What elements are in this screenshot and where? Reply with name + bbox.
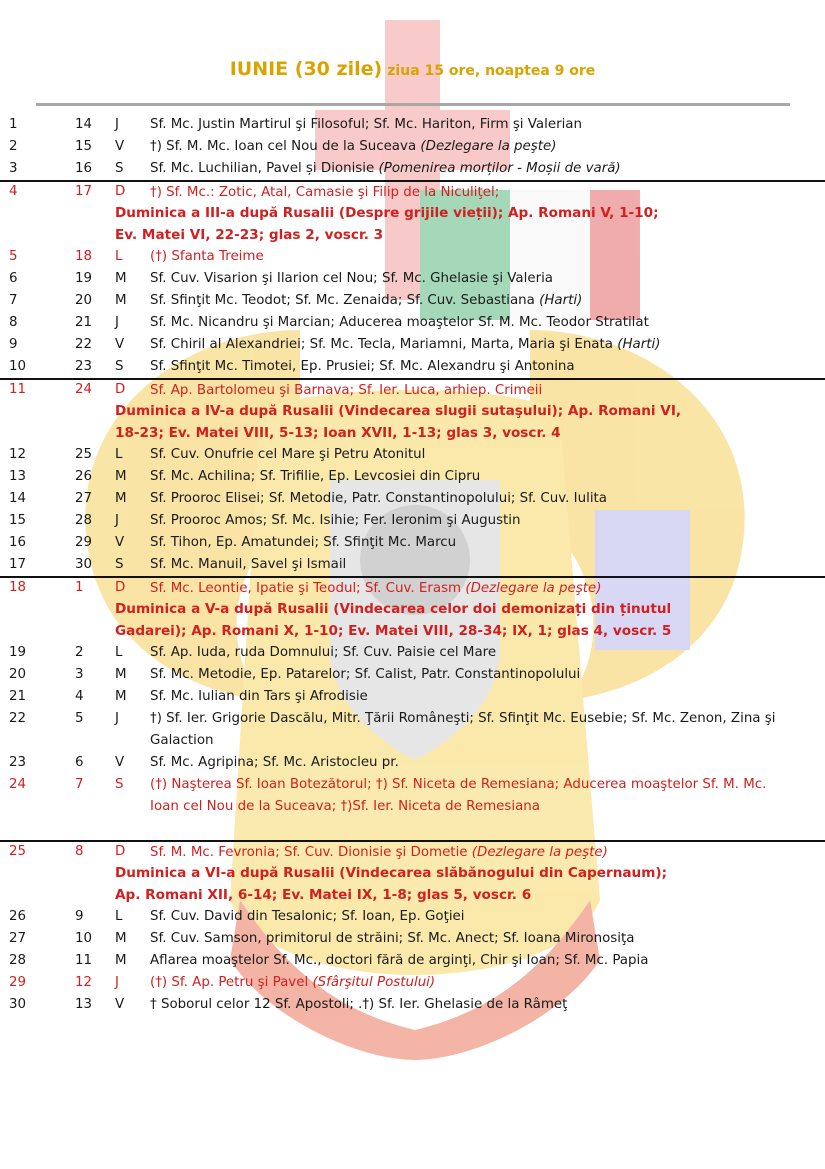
feast-text: Sf. Chiril al Alexandriei; Sf. Mc. Tecla, Mariamni, Marta, Maria şi Enata bbox=[150, 337, 618, 352]
day-number: 9 bbox=[9, 337, 18, 352]
day-number: 23 bbox=[9, 755, 27, 770]
day-row bbox=[0, 972, 825, 994]
day-number: 28 bbox=[9, 953, 27, 968]
feast-text: (†) Sfanta Treime bbox=[150, 249, 264, 264]
feast-description bbox=[150, 290, 790, 312]
day-number: 26 bbox=[9, 909, 27, 924]
old-style-date: 16 bbox=[75, 161, 93, 176]
day-number: 15 bbox=[9, 513, 27, 528]
weekday-letter: M bbox=[115, 931, 127, 946]
feast-text: Sf. Mc. Achilina; Sf. Trifilie, Ep. Levcosiei din Cipru bbox=[150, 469, 481, 484]
sunday-reading-line: Duminica a V-a după Rusalii (Vindecarea celor doi demonizați din ținutul bbox=[115, 601, 672, 617]
feast-text: †) Sf. M. Mc. Ioan cel Nou de la Suceava bbox=[150, 139, 421, 154]
feast-text: Sf. M. Mc. Fevronia; Sf. Cuv. Dionisie şi Dometie bbox=[150, 845, 472, 860]
sunday-reading-line: Duminica a IV-a după Rusalii (Vindecarea slugii sutaşului); Ap. Romani VI, bbox=[115, 403, 682, 419]
old-style-date: 5 bbox=[75, 711, 84, 726]
weekday-letter: M bbox=[115, 491, 127, 506]
feast-description bbox=[150, 356, 790, 378]
feast-description bbox=[150, 488, 790, 510]
feast-description bbox=[150, 158, 790, 180]
feast-description bbox=[150, 444, 790, 466]
feast-text: Sf. Cuv. Samson, primitorul de străini; Sf. Mc. Anect; Sf. Ioana Mironosiţa bbox=[150, 931, 635, 946]
old-style-date: 15 bbox=[75, 139, 93, 154]
day-number: 10 bbox=[9, 359, 27, 374]
sunday-reading-line: 18-23; Ev. Matei VIII, 5-13; Ioan XVII, 1-13; glas 3, voscr. 4 bbox=[115, 425, 561, 441]
old-style-date: 25 bbox=[75, 447, 93, 462]
day-number: 20 bbox=[9, 667, 27, 682]
old-style-date: 26 bbox=[75, 469, 93, 484]
feast-text: (†) Sf. Ap. Petru şi Pavel bbox=[150, 975, 313, 990]
day-row bbox=[0, 136, 825, 158]
feast-text: Sf. Prooroc Amos; Sf. Mc. Isihie; Fer. Ieronim şi Augustin bbox=[150, 513, 521, 528]
feast-text: Sf. Tihon, Ep. Amatundei; Sf. Sfinţit Mc. Marcu bbox=[150, 535, 457, 550]
day-row bbox=[0, 312, 825, 334]
weekday-letter: J bbox=[115, 117, 119, 132]
weekday-letter: M bbox=[115, 953, 127, 968]
day-row bbox=[0, 774, 825, 840]
day-number: 4 bbox=[9, 184, 18, 199]
feast-text: †) Sf. Mc.: Zotic, Atal, Camasie şi Filip de la Niculiţel; bbox=[150, 185, 500, 200]
feast-description bbox=[150, 994, 790, 1016]
old-style-date: 27 bbox=[75, 491, 93, 506]
day-row bbox=[0, 158, 825, 180]
weekday-letter: V bbox=[115, 535, 125, 550]
day-number: 21 bbox=[9, 689, 27, 704]
day-row bbox=[0, 444, 825, 466]
feast-text: Sf. Mc. Nicandru şi Marcian; Aducerea moaştelor Sf. M. Mc. Teodor Stratilat bbox=[150, 315, 649, 330]
old-style-date: 4 bbox=[75, 689, 84, 704]
feast-description bbox=[150, 664, 790, 686]
feast-text: Sf. Cuv. Onufrie cel Mare şi Petru Atonitul bbox=[150, 447, 426, 462]
feast-description bbox=[150, 928, 790, 950]
feast-note: (Pomenirea morților - Moșii de vară) bbox=[378, 161, 621, 176]
weekday-letter: D bbox=[115, 580, 126, 595]
weekday-letter: L bbox=[115, 447, 123, 462]
feast-text: Sf. Sfinţit Mc. Timotei, Ep. Prusiei; Sf. Mc. Alexandru şi Antonina bbox=[150, 359, 575, 374]
day-row bbox=[0, 510, 825, 532]
day-row bbox=[0, 686, 825, 708]
day-number: 2 bbox=[9, 139, 18, 154]
day-list bbox=[0, 114, 825, 1016]
old-style-date: 19 bbox=[75, 271, 93, 286]
sunday-reading-line: Duminica a VI-a după Rusalii (Vindecarea slăbănogului din Capernaum); bbox=[115, 865, 668, 881]
day-number: 11 bbox=[9, 382, 27, 397]
weekday-letter: D bbox=[115, 844, 126, 859]
old-style-date: 30 bbox=[75, 557, 93, 572]
old-style-date: 1 bbox=[75, 580, 84, 595]
old-style-date: 13 bbox=[75, 997, 93, 1012]
old-style-date: 14 bbox=[75, 117, 93, 132]
day-number: 6 bbox=[9, 271, 18, 286]
feast-description bbox=[150, 114, 790, 136]
day-number: 24 bbox=[9, 777, 27, 792]
feast-text: Sf. Ap. Bartolomeu şi Barnava; Sf. Ier. Luca, arhiep. Crimeii bbox=[150, 383, 543, 398]
old-style-date: 28 bbox=[75, 513, 93, 528]
old-style-date: 8 bbox=[75, 844, 84, 859]
day-row bbox=[0, 752, 825, 774]
day-number: 25 bbox=[9, 844, 27, 859]
daylight-info: ziua 15 ore, noaptea 9 ore bbox=[387, 63, 596, 79]
day-row bbox=[0, 268, 825, 290]
day-row bbox=[0, 708, 825, 752]
weekday-letter: V bbox=[115, 337, 125, 352]
old-style-date: 11 bbox=[75, 953, 93, 968]
month-title: IUNIE (30 zile) bbox=[229, 58, 383, 80]
day-number: 14 bbox=[9, 491, 27, 506]
day-number: 5 bbox=[9, 249, 18, 264]
weekday-letter: M bbox=[115, 293, 127, 308]
weekday-letter: J bbox=[115, 975, 119, 990]
feast-text: Sf. Mc. Manuil, Savel şi Ismail bbox=[150, 557, 347, 572]
feast-description bbox=[150, 752, 790, 774]
feast-text: † Soborul celor 12 Sf. Apostoli; .†) Sf. Ier. Ghelasie de la Râmeţ bbox=[150, 997, 568, 1012]
weekday-letter: D bbox=[115, 184, 126, 199]
day-row bbox=[0, 994, 825, 1016]
feast-text: Sf. Mc. Luchilian, Pavel și Dionisie bbox=[150, 161, 379, 176]
feast-description bbox=[150, 136, 790, 158]
feast-text: Sf. Mc. Metodie, Ep. Patarelor; Sf. Calist, Patr. Constantinopolului bbox=[150, 667, 581, 682]
weekday-letter: M bbox=[115, 689, 127, 704]
old-style-date: 2 bbox=[75, 645, 84, 660]
old-style-date: 21 bbox=[75, 315, 93, 330]
feast-note: (Sfârşitul Postului) bbox=[312, 975, 436, 990]
day-number: 3 bbox=[9, 161, 18, 176]
old-style-date: 29 bbox=[75, 535, 93, 550]
old-style-date: 24 bbox=[75, 382, 93, 397]
old-style-date: 20 bbox=[75, 293, 93, 308]
feast-description bbox=[150, 466, 790, 488]
day-row bbox=[0, 928, 825, 950]
weekday-letter: S bbox=[115, 161, 124, 176]
weekday-letter: M bbox=[115, 667, 127, 682]
day-number: 7 bbox=[9, 293, 18, 308]
feast-description bbox=[150, 380, 790, 402]
day-number: 27 bbox=[9, 931, 27, 946]
weekday-letter: S bbox=[115, 777, 124, 792]
weekday-letter: S bbox=[115, 557, 124, 572]
day-row bbox=[0, 840, 825, 862]
header-rule bbox=[36, 103, 790, 106]
weekday-letter: V bbox=[115, 139, 125, 154]
month-header bbox=[0, 58, 825, 80]
feast-description bbox=[150, 972, 790, 994]
day-number: 13 bbox=[9, 469, 27, 484]
feast-description bbox=[150, 578, 790, 600]
day-row bbox=[0, 114, 825, 136]
day-number: 29 bbox=[9, 975, 27, 990]
old-style-date: 3 bbox=[75, 667, 84, 682]
sunday-reading-line: Duminica a III-a după Rusalii (Despre grijile vieții); Ap. Romani V, 1-10; bbox=[115, 205, 659, 221]
weekday-letter: V bbox=[115, 755, 125, 770]
feast-description bbox=[150, 312, 790, 334]
sunday-reading-line: Ap. Romani XII, 6-14; Ev. Matei IX, 1-8; glas 5, voscr. 6 bbox=[115, 887, 532, 903]
day-row bbox=[0, 950, 825, 972]
old-style-date: 22 bbox=[75, 337, 93, 352]
old-style-date: 9 bbox=[75, 909, 84, 924]
day-number: 19 bbox=[9, 645, 27, 660]
weekday-letter: L bbox=[115, 909, 123, 924]
day-row bbox=[0, 466, 825, 488]
old-style-date: 7 bbox=[75, 777, 84, 792]
feast-text: Sf. Cuv. Visarion şi Ilarion cel Nou; Sf. Mc. Ghelasie şi Valeria bbox=[150, 271, 554, 286]
day-row bbox=[0, 664, 825, 686]
day-row bbox=[0, 906, 825, 928]
day-row bbox=[0, 356, 825, 378]
old-style-date: 6 bbox=[75, 755, 84, 770]
feast-text: Aflarea moaştelor Sf. Mc., doctori fără de arginţi, Chir şi Ioan; Sf. Mc. Papia bbox=[150, 953, 649, 968]
feast-text: Sf. Cuv. David din Tesalonic; Sf. Ioan, Ep. Goţiei bbox=[150, 909, 465, 924]
day-row bbox=[0, 246, 825, 268]
feast-description bbox=[150, 554, 790, 576]
weekday-letter: L bbox=[115, 249, 123, 264]
weekday-letter: J bbox=[115, 315, 119, 330]
day-row bbox=[0, 334, 825, 356]
old-style-date: 23 bbox=[75, 359, 93, 374]
weekday-letter: D bbox=[115, 382, 126, 397]
feast-text: Sf. Mc. Justin Martirul şi Filosoful; Sf. Mc. Hariton, Firm şi Valerian bbox=[150, 117, 582, 132]
feast-description bbox=[150, 842, 790, 864]
feast-description bbox=[150, 510, 790, 532]
feast-note: (Harti) bbox=[617, 337, 661, 352]
day-number: 16 bbox=[9, 535, 27, 550]
feast-text: Sf. Ap. Iuda, ruda Domnului; Sf. Cuv. Paisie cel Mare bbox=[150, 645, 497, 660]
feast-note: (Dezlegare la peşte) bbox=[471, 845, 608, 860]
weekday-letter: J bbox=[115, 711, 119, 726]
day-number: 17 bbox=[9, 557, 27, 572]
sunday-reading-line: Gadarei); Ap. Romani X, 1-10; Ev. Matei VIII, 28-34; IX, 1; glas 4, voscr. 5 bbox=[115, 623, 672, 639]
feast-text: Sf. Mc. Iulian din Tars şi Afrodisie bbox=[150, 689, 368, 704]
feast-note: (Harti) bbox=[539, 293, 583, 308]
weekday-letter: V bbox=[115, 997, 125, 1012]
feast-text: †) Sf. Ier. Grigorie Dascălu, Mitr. Ţării Româneşti; Sf. Sfinţit Mc. Eusebie; Sf. Mc. Zenon, Zina şi Galaction bbox=[150, 711, 776, 748]
sunday-reading-line: Ev. Matei VI, 22-23; glas 2, voscr. 3 bbox=[115, 227, 384, 243]
weekday-letter: J bbox=[115, 513, 119, 528]
feast-text: (†) Naşterea Sf. Ioan Botezătorul; †) Sf. Niceta de Remesiana; Aducerea moaştelor Sf. M. Mc. Ioan cel Nou de la Suceava; †)Sf. Ier. Niceta de Remesiana bbox=[150, 777, 767, 814]
day-number: 8 bbox=[9, 315, 18, 330]
day-row bbox=[0, 180, 825, 202]
feast-description bbox=[150, 686, 790, 708]
feast-description bbox=[150, 182, 790, 204]
day-number: 12 bbox=[9, 447, 27, 462]
feast-text: Sf. Mc. Leontie, Ipatie şi Teodul; Sf. Cuv. Erasm bbox=[150, 581, 466, 596]
day-row bbox=[0, 576, 825, 598]
day-row bbox=[0, 378, 825, 400]
day-row bbox=[0, 532, 825, 554]
feast-text: Sf. Prooroc Elisei; Sf. Metodie, Patr. Constantinopolului; Sf. Cuv. Iulita bbox=[150, 491, 608, 506]
weekday-letter: L bbox=[115, 645, 123, 660]
feast-description bbox=[150, 950, 790, 972]
feast-description bbox=[150, 906, 790, 928]
feast-description bbox=[150, 642, 790, 664]
feast-note: (Dezlegare la peşte) bbox=[465, 581, 602, 596]
feast-description bbox=[150, 246, 790, 268]
old-style-date: 12 bbox=[75, 975, 93, 990]
old-style-date: 10 bbox=[75, 931, 93, 946]
old-style-date: 17 bbox=[75, 184, 93, 199]
feast-description bbox=[150, 334, 790, 356]
old-style-date: 18 bbox=[75, 249, 93, 264]
day-number: 30 bbox=[9, 997, 27, 1012]
weekday-letter: M bbox=[115, 271, 127, 286]
day-row bbox=[0, 554, 825, 576]
day-row bbox=[0, 290, 825, 312]
day-number: 1 bbox=[9, 117, 18, 132]
day-number: 22 bbox=[9, 711, 27, 726]
day-number: 18 bbox=[9, 580, 27, 595]
day-row bbox=[0, 642, 825, 664]
feast-text: Sf. Mc. Agripina; Sf. Mc. Aristocleu pr. bbox=[150, 755, 399, 770]
weekday-letter: M bbox=[115, 469, 127, 484]
feast-note: (Dezlegare la peşte) bbox=[420, 139, 557, 154]
feast-description bbox=[150, 268, 790, 290]
feast-description bbox=[150, 774, 790, 818]
feast-description bbox=[150, 708, 790, 752]
weekday-letter: S bbox=[115, 359, 124, 374]
feast-text: Sf. Sfinţit Mc. Teodot; Sf. Mc. Zenaida; Sf. Cuv. Sebastiana bbox=[150, 293, 540, 308]
feast-description bbox=[150, 532, 790, 554]
day-row bbox=[0, 488, 825, 510]
